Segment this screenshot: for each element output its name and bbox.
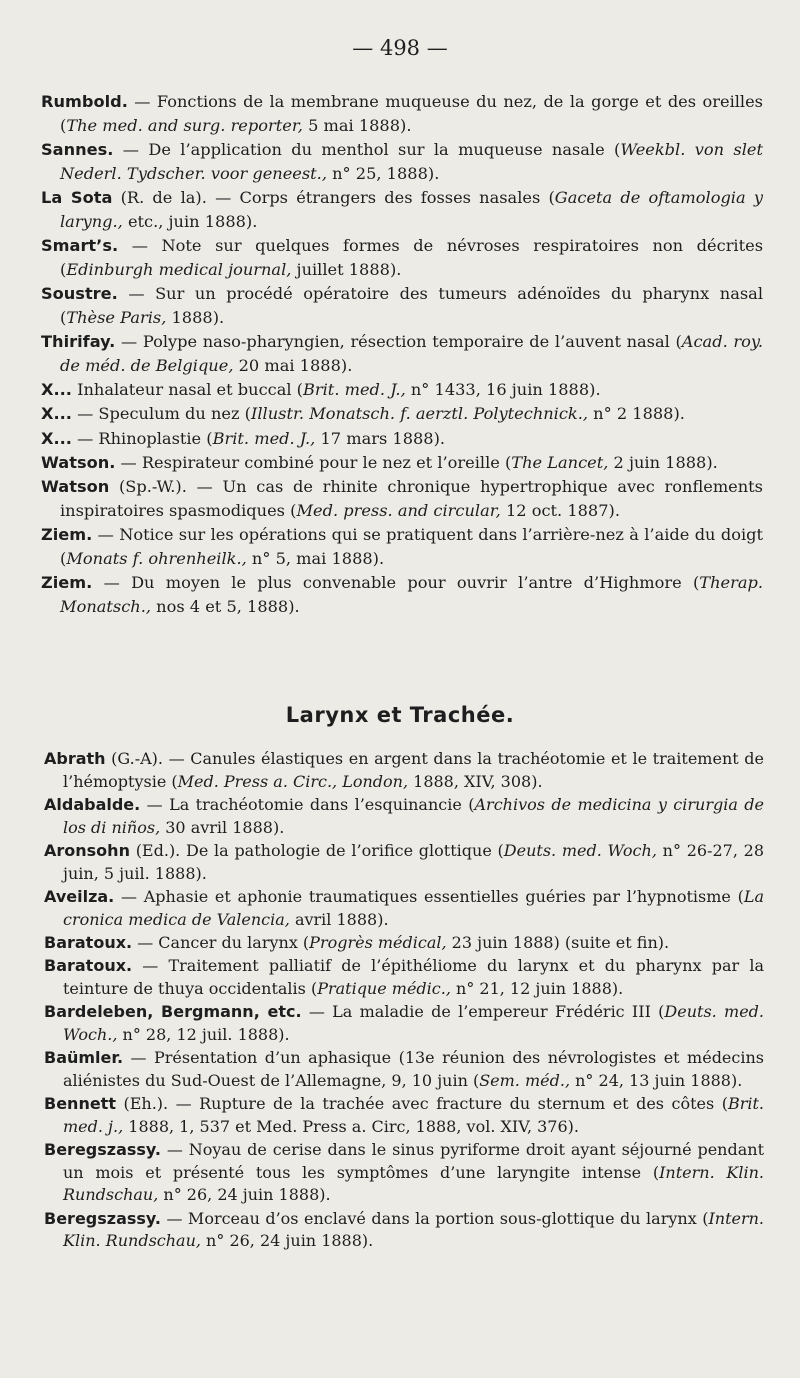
entry-text: — Du moyen le plus convenable pour ouvrir l’antre d’Highmore (: [92, 573, 700, 593]
bibliography-entry: [44, 748, 764, 793]
entry-source: Archivos de medicina y cirurgia de los di niños,: [63, 794, 765, 837]
entry-text: — Polype naso-pharyngien, résection temporaire de l’auvent nasal (: [115, 331, 682, 351]
entry-source: Acad. roy. de méd. de Belgique,: [60, 331, 763, 375]
section-heading: Larynx et Trachée.: [285, 703, 515, 727]
bibliography-entry: [41, 138, 763, 185]
bibliography-entry: [44, 840, 764, 885]
entry-author: Baümler.: [44, 1048, 124, 1068]
entry-text: (G.-A). — Canules élastiques en argent dans la trachéotomie et le traitement de l’hémoptysie (: [63, 749, 764, 791]
bibliography-entry: [44, 1208, 764, 1253]
entry-author: Smart’s.: [41, 235, 119, 255]
entry-source: Progrès médical,: [309, 932, 447, 952]
entry-text: — Respirateur combiné pour le nez et l’oreille (: [115, 453, 512, 473]
entry-details: 23 juin 1888) (suite et fin).: [446, 932, 670, 952]
bibliography-entry: [44, 886, 764, 931]
entry-details: 1888, XIV, 308).: [408, 771, 543, 791]
entry-source: Thèse Paris,: [66, 307, 167, 327]
bibliography-list-larynx: [44, 748, 764, 1254]
entry-details: juillet 1888).: [291, 259, 402, 279]
bibliography-entry: [44, 1047, 764, 1092]
bibliography-entry: [41, 90, 763, 137]
entry-text: — De l’application du menthol sur la muqueuse nasale (: [113, 139, 621, 159]
bibliography-entry: [41, 234, 763, 281]
bibliography-entry: [41, 282, 763, 329]
entry-details: 17 mars 1888).: [315, 428, 446, 448]
entry-author: Baratoux.: [44, 956, 133, 976]
entry-author: Soustre.: [41, 283, 118, 303]
entry-details: 20 mai 1888).: [233, 355, 353, 375]
bibliography-entry: [41, 330, 763, 377]
entry-source: Brit. med. J.,: [303, 379, 406, 399]
entry-details: 1888).: [166, 307, 225, 327]
entry-details: n° 26, 24 juin 1888).: [200, 1231, 374, 1251]
entry-text: — Morceau d’os enclavé dans la portion sous-glottique du larynx (: [160, 1208, 709, 1228]
entry-details: n° 2 1888).: [588, 404, 685, 424]
entry-text: — Notice sur les opérations qui se pratiquent dans l’arrière-nez à l’aide du doigt (: [60, 525, 763, 569]
entry-author: Baratoux.: [44, 932, 133, 952]
entry-details: 2 juin 1888).: [608, 453, 718, 473]
entry-author: Thirifay.: [41, 331, 116, 351]
entry-source: Weekbl. von slet Nederl. Tydscher. voor geneest.,: [60, 139, 763, 183]
entry-author: Aronsohn: [44, 840, 130, 860]
entry-author: Aldabalde.: [44, 794, 141, 814]
entry-source: Edinburgh medical journal,: [66, 259, 292, 279]
entry-details: etc., juin 1888).: [122, 211, 258, 231]
entry-text: — Sur un procédé opératoire des tumeurs adénoïdes du pharynx nasal (: [60, 283, 763, 327]
entry-author: Ziem.: [41, 573, 93, 593]
entry-source: Med. press. and circular,: [296, 501, 501, 521]
entry-text: — Noyau de cerise dans le sinus pyriforme droit ayant séjourné pendant un mois et présenté tous les symptômes d’une laryngite intense (: [63, 1140, 764, 1182]
entry-text: — Fonctions de la membrane muqueuse du nez, de la gorge et des oreilles (: [60, 92, 763, 135]
entry-details: avril 1888).: [289, 909, 389, 929]
entry-source: Med. Press a. Circ., London,: [177, 771, 409, 791]
bibliography-entry: [41, 475, 763, 522]
bibliography-entry: [41, 378, 763, 402]
entry-details: n° 1433, 16 juin 1888).: [405, 379, 601, 399]
bibliography-entry: [44, 955, 764, 1000]
entry-source: Deuts. med. Woch.,: [63, 1002, 764, 1044]
entry-details: nos 4 et 5, 1888).: [151, 597, 300, 617]
entry-details: 30 avril 1888).: [160, 817, 285, 837]
bibliography-entry: [44, 932, 764, 955]
bibliography-list-nose: [41, 90, 763, 619]
entry-text: (Eh.). — Rupture de la trachée avec fracture du sternum et des côtes (: [115, 1094, 728, 1114]
entry-text: (R. de la). — Corps étrangers des fosses nasales (: [112, 187, 555, 207]
entry-details: n° 24, 13 juin 1888).: [570, 1070, 743, 1090]
entry-text: — Cancer du larynx (: [132, 932, 310, 952]
entry-source: Intern. Klin. Rundschau,: [63, 1208, 764, 1251]
entry-author: Bennett: [44, 1094, 116, 1114]
entry-source: The Lancet,: [511, 453, 609, 473]
entry-author: Abrath: [44, 749, 106, 768]
entry-source: La cronica medica de Valencia,: [63, 886, 764, 929]
page-number: — 498 —: [352, 36, 448, 60]
entry-author: Beregszassy.: [44, 1140, 161, 1160]
entry-text: — Aphasie et aphonie traumatiques essentielles guéries par l’hypnotisme (: [114, 886, 744, 906]
entry-text: — Traitement palliatif de l’épithéliome du larynx et du pharynx par la teinture de thuya occidentalis (: [63, 956, 764, 998]
entry-text: (Sp.-W.). — Un cas de rhinite chronique hypertrophique avec ronflements inspiratoires spasmodiques (: [60, 477, 763, 521]
bibliography-entry: [41, 571, 763, 618]
entry-details: n° 26-27, 28 juin, 5 juil. 1888).: [63, 840, 765, 883]
entry-author: Ziem.: [41, 525, 93, 545]
entry-author: Beregszassy.: [44, 1208, 161, 1228]
bibliography-entry: [44, 1139, 764, 1207]
entry-source: Brit. med. J.,: [212, 428, 316, 448]
entry-author: X...: [41, 379, 72, 399]
entry-source: Gaceta de oftamologia y laryng.,: [60, 187, 763, 231]
entry-details: 1888, 1, 537 et Med. Press a. Circ, 1888, vol. XIV, 376).: [123, 1116, 579, 1136]
bibliography-entry: [41, 523, 763, 570]
entry-source: Intern. Klin. Rundschau,: [63, 1162, 764, 1205]
entry-text: — La maladie de l’empereur Frédéric III (: [301, 1002, 665, 1022]
entry-text: — Note sur quelques formes de névroses respiratoires non décrites (: [60, 235, 763, 279]
entry-details: n° 5, mai 1888).: [246, 549, 385, 569]
entry-text: (Ed.). De la pathologie de l’orifice glottique (: [129, 840, 504, 860]
entry-details: 5 mai 1888).: [302, 115, 412, 135]
bibliography-entry: [41, 186, 763, 233]
entry-source: Deuts. med. Woch,: [503, 840, 657, 860]
bibliography-entry: [44, 1001, 764, 1046]
entry-text: — Présentation d’un aphasique (13e réunion des névrologistes et médecins aliénistes du Sud-Ouest de l’Allemagne, 9, 10 juin (: [63, 1048, 764, 1090]
entry-source: Monats f. ohrenheilk.,: [66, 549, 247, 569]
entry-details: n° 28, 12 juil. 1888).: [117, 1024, 290, 1044]
entry-text: — La trachéotomie dans l’esquinancie (: [140, 794, 475, 814]
entry-text: — Speculum du nez (: [71, 404, 251, 424]
entry-source: Pratique médic.,: [317, 978, 451, 998]
bibliography-entry: [41, 451, 763, 475]
entry-text: Inhalateur nasal et buccal (: [71, 379, 303, 399]
entry-source: Brit. med. j.,: [63, 1094, 764, 1136]
entry-author: Rumbold.: [41, 92, 128, 111]
entry-details: 12 oct. 1887).: [500, 501, 620, 521]
bibliography-entry: [44, 794, 764, 839]
bibliography-entry: [41, 402, 763, 426]
entry-author: Sannes.: [41, 139, 114, 159]
bibliography-entry: [41, 427, 763, 451]
entry-author: X...: [41, 428, 72, 448]
entry-source: Therap. Monatsch.,: [60, 573, 763, 617]
entry-author: La Sota: [41, 187, 113, 207]
entry-source: Sem. méd.,: [479, 1070, 571, 1090]
entry-source: The med. and surg. reporter,: [66, 115, 303, 135]
entry-details: n° 26, 24 juin 1888).: [158, 1185, 331, 1205]
entry-details: n° 25, 1888).: [326, 163, 440, 183]
entry-source: Illustr. Monatsch. f. aerztl. Polytechnick.,: [250, 404, 589, 424]
entry-author: X...: [41, 404, 72, 424]
entry-text: — Rhinoplastie (: [71, 428, 213, 448]
entry-author: Watson: [41, 477, 110, 497]
entry-details: n° 21, 12 juin 1888).: [450, 978, 624, 998]
entry-author: Watson.: [41, 453, 116, 473]
entry-author: Aveilza.: [44, 886, 115, 906]
bibliography-entry: [44, 1093, 764, 1138]
entry-author: Bardeleben, Bergmann, etc.: [44, 1002, 302, 1022]
